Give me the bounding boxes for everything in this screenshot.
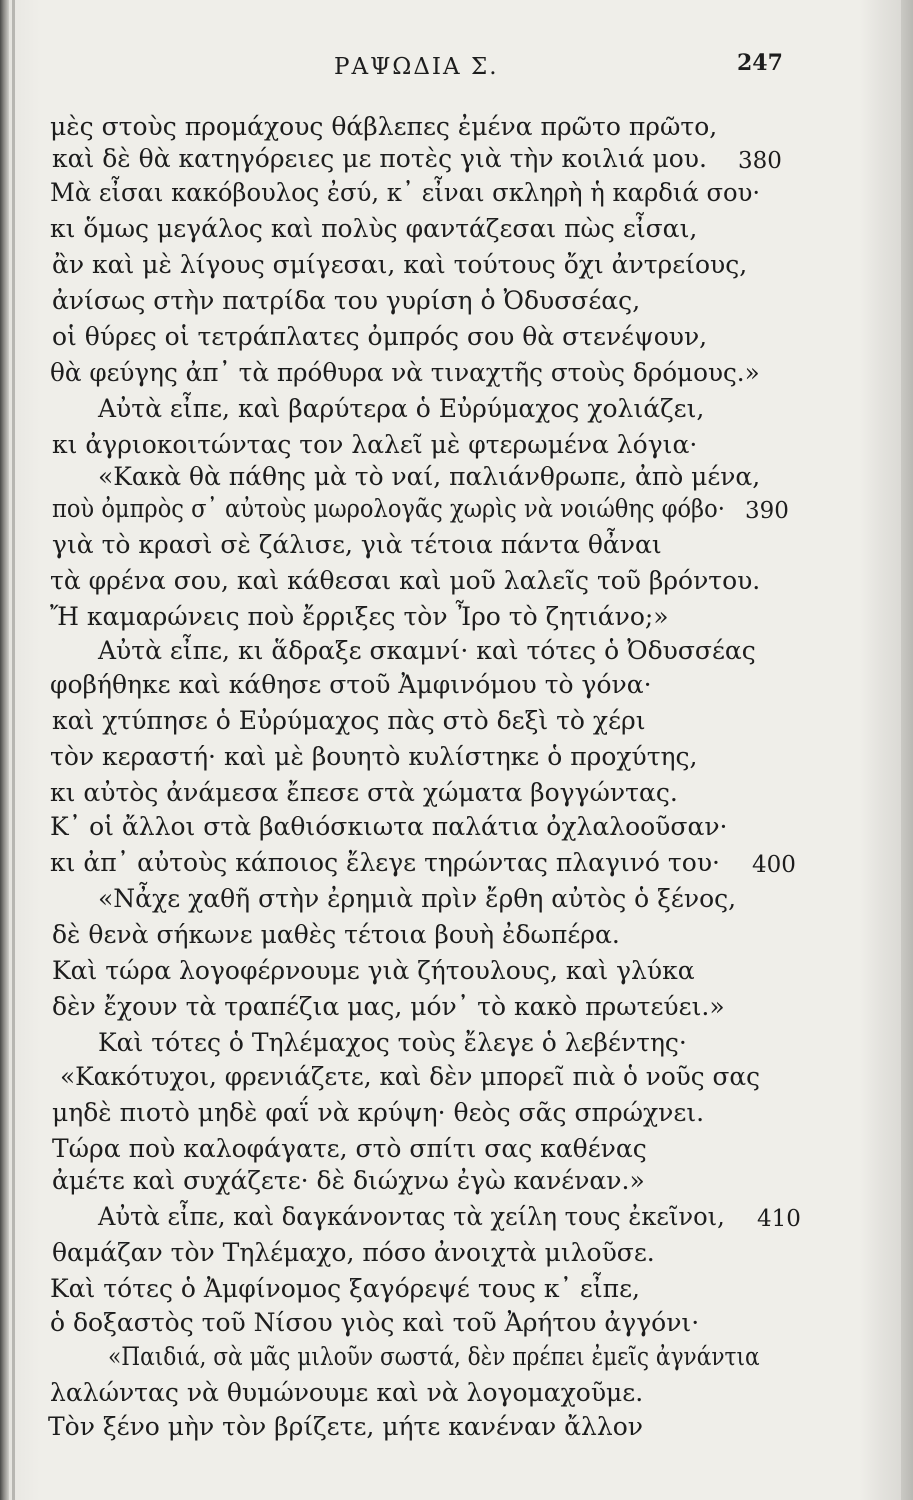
verse-line-text: Ἤ καμαρώνεις ποὺ ἔρριξες τὸν Ἶρο τὸ ζητιάνο;» — [50, 602, 669, 631]
verse-line — [0, 956, 913, 990]
page-number: 247 — [737, 50, 783, 76]
verse-line-text: δὲν ἔχουν τὰ τραπέζια μας, μόν᾽ τὸ κακὸ πρωτεύει.» — [52, 992, 725, 1021]
page-header — [0, 50, 913, 90]
verse-line — [0, 778, 913, 812]
verse-line — [0, 670, 913, 704]
verse-line-text: θαμάζαν τὸν Τηλέμαχο, πόσο ἀνοιχτὰ μιλοῦσε. — [52, 1238, 655, 1267]
verse-line — [0, 250, 913, 284]
verse-line — [0, 1098, 913, 1132]
verse-line — [0, 992, 913, 1026]
verse-line — [0, 1202, 913, 1236]
verse-line — [0, 1062, 913, 1096]
line-number: 410 — [757, 1206, 801, 1232]
verse-line-text: τὸν κεραστή· καὶ μὲ βουητὸ κυλίστηκε ὁ προχύτης, — [50, 742, 698, 771]
verse-line — [0, 1378, 913, 1412]
verse-line — [0, 494, 913, 528]
verse-line — [0, 706, 913, 740]
verse-line-text: ὁ δοξαστὸς τοῦ Νίσου γιὸς καὶ τοῦ Ἀρήτου ἀγγόνι· — [50, 1308, 700, 1337]
verse-line-text: ἀνίσως στὴν πατρίδα του γυρίση ὁ Ὀδυσσέας, — [52, 286, 641, 315]
verse-line-text: Αὐτὰ εἶπε, καὶ βαρύτερα ὁ Εὐρύμαχος χολιάζει, — [98, 394, 705, 423]
verse-line — [0, 178, 913, 212]
running-head: ΡΑΨΩΔΙΑ Σ. — [334, 54, 499, 80]
verse-line-text: κι ὅμως μεγάλος καὶ πολὺς φαντάζεσαι πὼς εἶσαι, — [50, 214, 698, 243]
verse-line — [0, 144, 913, 178]
verse-line — [0, 884, 913, 918]
verse-line — [0, 530, 913, 564]
verse-line — [0, 112, 913, 146]
verse-line — [0, 1274, 913, 1308]
verse-line — [0, 602, 913, 636]
verse-line-text: «Κακὰ θὰ πάθης μὰ τὸ ναί, παλιάνθρωπε, ἀπὸ μένα, — [98, 462, 761, 491]
verse-line-text: δὲ θενὰ σήκωνε μαθὲς τέτοια βουὴ ἐδωπέρα. — [52, 920, 620, 949]
verse-line-text: Καὶ τότες ὁ Τηλέμαχος τοὺς ἔλεγε ὁ λεβέντης· — [98, 1028, 687, 1057]
verse-line-text: οἱ θύρες οἱ τετράπλατες ὀμπρός σου θὰ στενέψουν, — [52, 322, 708, 351]
verse-line — [0, 394, 913, 428]
verse-line — [0, 430, 913, 464]
verse-line-text: μηδὲ πιοτὸ μηδὲ φαΐ νὰ κρύψη· θεὸς σᾶς σπρώχνει. — [52, 1098, 705, 1127]
verse-line — [0, 1134, 913, 1168]
verse-line — [0, 566, 913, 600]
verse-line-text: Τὸν ξένο μὴν τὸν βρίζετε, μήτε κανέναν ἄλλον — [48, 1412, 643, 1441]
verse-line-text: τὰ φρένα σου, καὶ κάθεσαι καὶ μοῦ λαλεῖς τοῦ βρόντου. — [50, 566, 761, 595]
verse-line-text: μὲς στοὺς προμάχους θάβλεπες ἐμένα πρῶτο πρῶτο, — [50, 112, 718, 141]
verse-line-text: καὶ δὲ θὰ κατηγόρειες με ποτὲς γιὰ τὴν κοιλιά μου. — [52, 144, 707, 173]
verse-line-text: κι αὐτὸς ἀνάμεσα ἔπεσε στὰ χώματα βογγώντας. — [50, 778, 678, 807]
verse-line-text: λαλώντας νὰ θυμώνουμε καὶ νὰ λογομαχοῦμε. — [50, 1378, 644, 1407]
verse-line-text: Αὐτὰ εἶπε, κι ἅδραξε σκαμνί· καὶ τότες ὁ Ὀδυσσέας — [98, 636, 756, 665]
verse-line — [0, 812, 913, 846]
verse-line — [0, 848, 913, 882]
verse-line — [0, 1166, 913, 1200]
line-number: 380 — [738, 148, 782, 174]
verse-line-text: Κ᾽ οἱ ἄλλοι στὰ βαθιόσκιωτα παλάτια ὀχλαλοοῦσαν· — [50, 812, 728, 841]
verse-line-text: ἂν καὶ μὲ λίγους σμίγεσαι, καὶ τούτους ὄχι ἀντρείους, — [52, 250, 748, 279]
verse-line — [0, 1412, 913, 1446]
verse-line — [0, 214, 913, 248]
verse-line-text: καὶ χτύπησε ὁ Εὐρύμαχος πὰς στὸ δεξὶ τὸ χέρι — [52, 706, 646, 735]
verse-line-text: φοβήθηκε καὶ κάθησε στοῦ Ἀμφινόμου τὸ γόνα· — [50, 670, 652, 699]
verse-line-text: Μὰ εἶσαι κακόβουλος ἐσύ, κ᾽ εἶναι σκληρὴ ἡ καρδιά σου· — [50, 178, 761, 207]
verse-line — [0, 358, 913, 392]
verse-line — [0, 322, 913, 356]
verse-line — [0, 742, 913, 776]
verse-line — [0, 462, 913, 496]
line-number: 390 — [745, 498, 789, 524]
verse-line-text: γιὰ τὸ κρασὶ σὲ ζάλισε, γιὰ τέτοια πάντα θἆναι — [52, 530, 662, 559]
verse-line — [0, 1028, 913, 1062]
verse-line-text: θὰ φεύγης ἀπ᾽ τὰ πρόθυρα νὰ τιναχτῆς στοὺς δρόμους.» — [50, 358, 760, 387]
verse-line — [0, 1238, 913, 1272]
verse-line-text: Καὶ τότες ὁ Ἀμφίνομος ξαγόρεψέ τους κ᾽ εἶπε, — [50, 1274, 641, 1303]
verse-line-text: «Νἆχε χαθῆ στὴν ἐρημιὰ πρὶν ἔρθη αὐτὸς ὁ ξένος, — [98, 884, 737, 913]
verse-line — [0, 1308, 913, 1342]
verse-line — [0, 286, 913, 320]
line-number: 400 — [752, 852, 796, 878]
verse-line — [0, 920, 913, 954]
verse-line-text: Τώρα ποὺ καλοφάγατε, στὸ σπίτι σας καθένας — [52, 1134, 647, 1163]
verse-line — [0, 636, 913, 670]
verse-line — [0, 1342, 913, 1376]
verse-line-text: Αὐτὰ εἶπε, καὶ δαγκάνοντας τὰ χείλη τους ἐκεῖνοι, — [98, 1202, 725, 1231]
verse-line-text: κι ἀπ᾽ αὐτοὺς κάποιος ἔλεγε τηρώντας πλαγινό του· — [50, 848, 720, 877]
verse-line-text: ποὺ ὀμπρὸς σ᾽ αὐτοὺς μωρολογᾶς χωρὶς νὰ νοιώθης φόβο· — [52, 494, 725, 523]
verse-line-text: «Κακότυχοι, φρενιάζετε, καὶ δὲν μπορεῖ πιὰ ὁ νοῦς σας — [60, 1062, 761, 1091]
verse-line-text: ἀμέτε καὶ συχάζετε· δὲ διώχνω ἐγὼ κανέναν.» — [52, 1166, 645, 1195]
verse-line-text: κι ἀγριοκοιτώντας τον λαλεῖ μὲ φτερωμένα λόγια· — [52, 430, 698, 459]
verse-line-text: «Παιδιά, σὰ μᾶς μιλοῦν σωστά, δὲν πρέπει ἐμεῖς ἀγνάντια — [108, 1342, 760, 1371]
verse-line-text: Καὶ τώρα λογοφέρνουμε γιὰ ζήτουλους, καὶ γλύκα — [52, 956, 695, 985]
